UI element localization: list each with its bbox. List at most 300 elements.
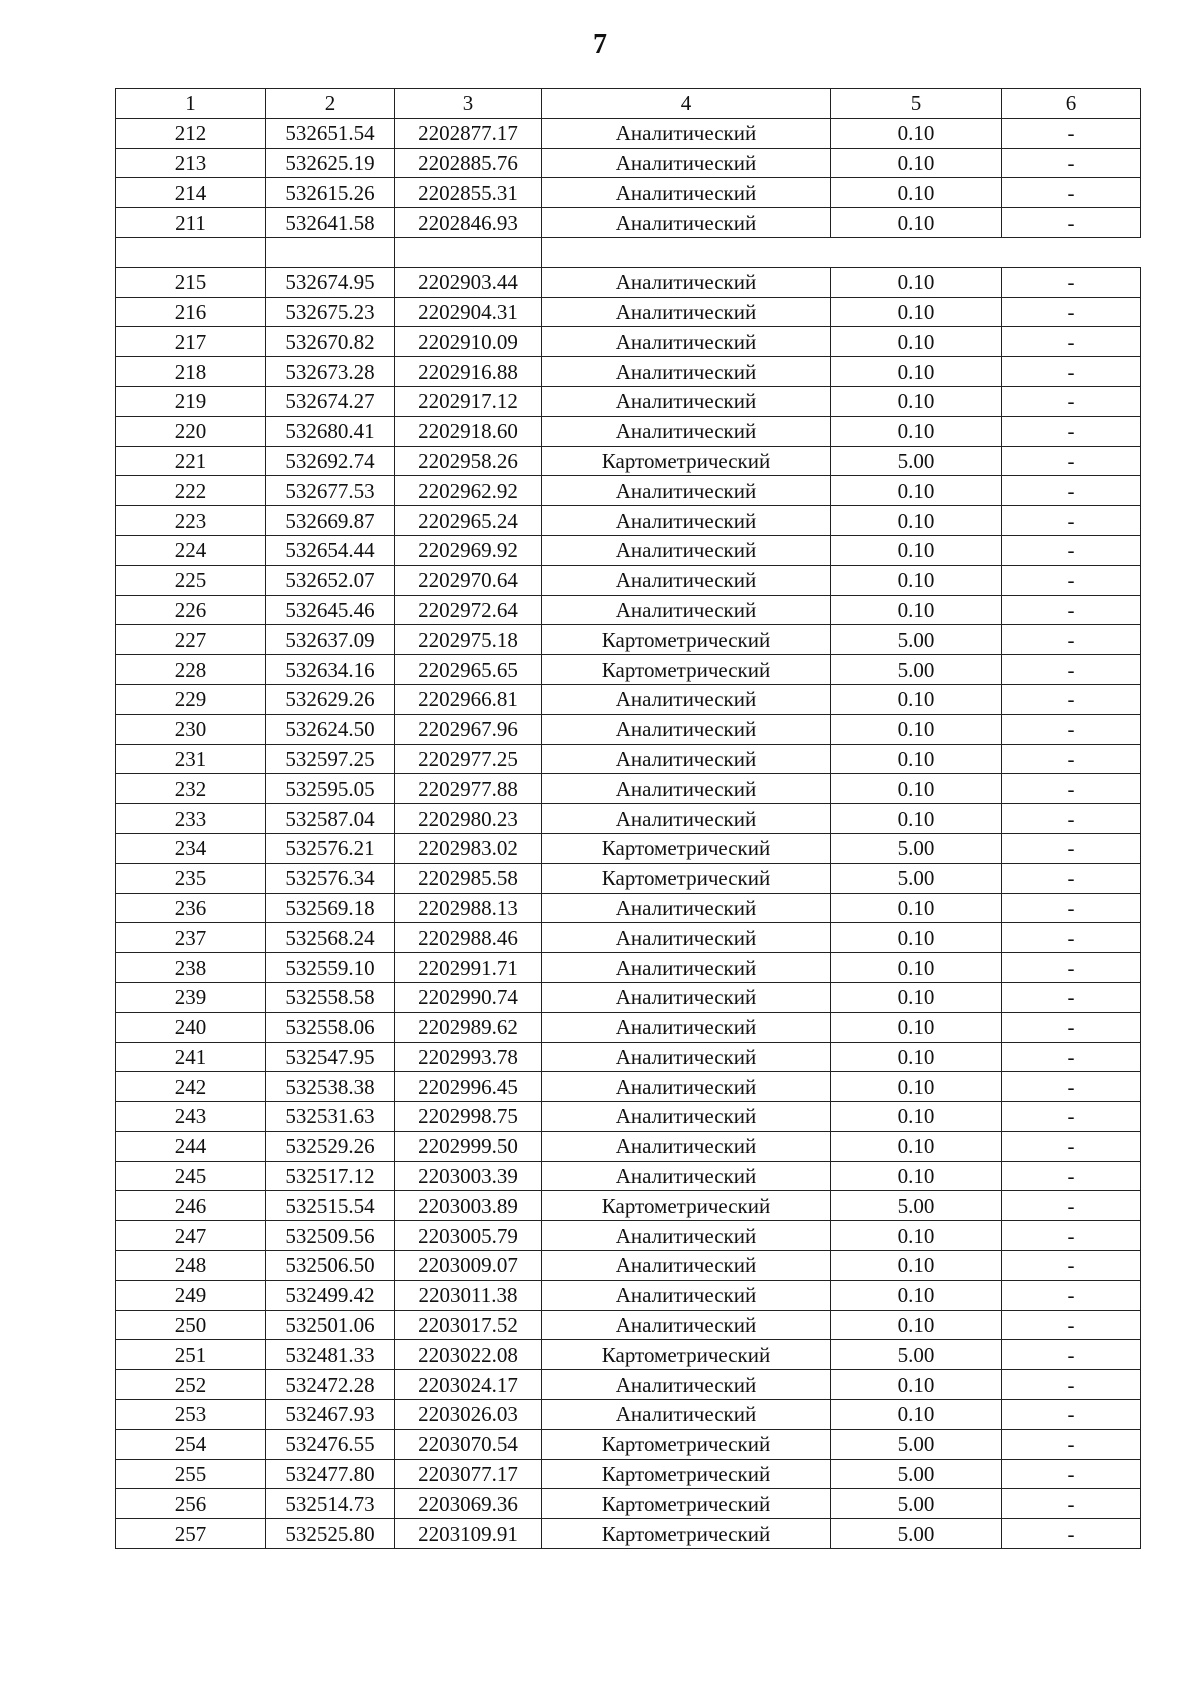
note-cell: - [1002,297,1141,327]
x-coordinate-cell: 532692.74 [266,446,395,476]
note-cell: - [1002,684,1141,714]
method-cell: Аналитический [542,1310,831,1340]
point-number-cell: 239 [116,982,266,1012]
y-coordinate-cell: 2202998.75 [395,1102,542,1132]
method-cell: Аналитический [542,416,831,446]
x-coordinate-cell: 532481.33 [266,1340,395,1370]
y-coordinate-cell: 2202967.96 [395,714,542,744]
method-cell: Аналитический [542,1221,831,1251]
note-cell: - [1002,148,1141,178]
method-cell: Аналитический [542,893,831,923]
table-row [116,833,1141,863]
column-header: 4 [542,89,831,119]
y-coordinate-cell: 2202991.71 [395,953,542,983]
x-coordinate-cell: 532558.58 [266,982,395,1012]
y-coordinate-cell: 2203003.39 [395,1161,542,1191]
x-coordinate-cell: 532674.95 [266,267,395,297]
table-row [116,982,1141,1012]
note-cell: - [1002,506,1141,536]
page-number: 7 [593,29,607,60]
accuracy-cell: 0.10 [831,684,1002,714]
point-number-cell: 234 [116,833,266,863]
method-cell: Аналитический [542,327,831,357]
method-cell: Аналитический [542,178,831,208]
note-cell: - [1002,982,1141,1012]
method-cell: Аналитический [542,118,831,148]
table-row [116,1370,1141,1400]
point-number-cell: 235 [116,863,266,893]
table-row [116,1400,1141,1430]
x-coordinate-cell: 532673.28 [266,357,395,387]
method-cell: Аналитический [542,208,831,238]
x-coordinate-cell: 532472.28 [266,1370,395,1400]
accuracy-cell: 0.10 [831,1102,1002,1132]
y-coordinate-cell: 2202965.24 [395,506,542,536]
point-number-cell: 254 [116,1429,266,1459]
table-row [116,386,1141,416]
y-coordinate-cell: 2202972.64 [395,595,542,625]
x-coordinate-cell: 532624.50 [266,714,395,744]
x-coordinate-cell: 532587.04 [266,804,395,834]
accuracy-cell: 0.10 [831,1370,1002,1400]
accuracy-cell: 0.10 [831,1131,1002,1161]
y-coordinate-cell: 2202988.13 [395,893,542,923]
y-coordinate-cell: 2202996.45 [395,1072,542,1102]
note-cell: - [1002,1400,1141,1430]
x-coordinate-cell: 532477.80 [266,1459,395,1489]
note-cell: - [1002,178,1141,208]
method-cell: Аналитический [542,1280,831,1310]
note-cell: - [1002,327,1141,357]
point-number-cell: 248 [116,1251,266,1281]
x-coordinate-cell: 532476.55 [266,1429,395,1459]
x-coordinate-cell: 532576.34 [266,863,395,893]
y-coordinate-cell: 2202903.44 [395,267,542,297]
accuracy-cell: 0.10 [831,893,1002,923]
point-number-cell: 228 [116,655,266,685]
column-header: 2 [266,89,395,119]
y-coordinate-cell: 2202904.31 [395,297,542,327]
method-cell: Аналитический [542,267,831,297]
y-coordinate-cell: 2202877.17 [395,118,542,148]
x-coordinate-cell: 532568.24 [266,923,395,953]
table-row [116,714,1141,744]
note-cell: - [1002,1519,1141,1549]
method-cell: Аналитический [542,1131,831,1161]
accuracy-cell: 5.00 [831,1489,1002,1519]
y-coordinate-cell: 2202983.02 [395,833,542,863]
method-cell: Аналитический [542,1012,831,1042]
x-coordinate-cell: 532547.95 [266,1042,395,1072]
accuracy-cell: 5.00 [831,833,1002,863]
y-coordinate-cell: 2202977.88 [395,774,542,804]
y-coordinate-cell: 2202846.93 [395,208,542,238]
column-header: 3 [395,89,542,119]
note-cell: - [1002,118,1141,148]
y-coordinate-cell: 2202977.25 [395,744,542,774]
point-number-cell: 236 [116,893,266,923]
table-row [116,476,1141,506]
method-cell: Аналитический [542,953,831,983]
y-coordinate-cell: 2202918.60 [395,416,542,446]
point-number-cell: 216 [116,297,266,327]
point-number-cell: 230 [116,714,266,744]
table-row [116,595,1141,625]
y-coordinate-cell: 2202969.92 [395,535,542,565]
y-coordinate-cell: 2202917.12 [395,386,542,416]
x-coordinate-cell: 532517.12 [266,1161,395,1191]
note-cell: - [1002,744,1141,774]
point-number-cell: 217 [116,327,266,357]
coordinates-table [115,88,1141,1549]
point-number-cell: 229 [116,684,266,714]
point-number-cell: 214 [116,178,266,208]
point-number-cell: 220 [116,416,266,446]
coordinates-table-body [116,89,1141,1549]
y-coordinate-cell: 2202916.88 [395,357,542,387]
accuracy-cell: 0.10 [831,327,1002,357]
x-coordinate-cell: 532514.73 [266,1489,395,1519]
x-coordinate-cell: 532625.19 [266,148,395,178]
point-number-cell: 255 [116,1459,266,1489]
point-number-cell: 242 [116,1072,266,1102]
accuracy-cell: 5.00 [831,655,1002,685]
y-coordinate-cell: 2203024.17 [395,1370,542,1400]
y-coordinate-cell: 2202980.23 [395,804,542,834]
y-coordinate-cell: 2202885.76 [395,148,542,178]
column-header: 5 [831,89,1002,119]
accuracy-cell: 0.10 [831,1012,1002,1042]
method-cell: Картометрический [542,833,831,863]
table-row [116,1280,1141,1310]
method-cell: Картометрический [542,863,831,893]
method-cell: Картометрический [542,1519,831,1549]
point-number-cell: 231 [116,744,266,774]
note-cell: - [1002,1072,1141,1102]
accuracy-cell: 0.10 [831,535,1002,565]
table-row [116,357,1141,387]
x-coordinate-cell: 532515.54 [266,1191,395,1221]
table-row [116,1489,1141,1519]
method-cell: Аналитический [542,1370,831,1400]
accuracy-cell: 0.10 [831,267,1002,297]
method-cell: Аналитический [542,1251,831,1281]
y-coordinate-cell: 2203109.91 [395,1519,542,1549]
table-row [116,804,1141,834]
x-coordinate-cell: 532531.63 [266,1102,395,1132]
table-row [116,1131,1141,1161]
table-row [116,327,1141,357]
y-coordinate-cell: 2202988.46 [395,923,542,953]
point-number-cell: 233 [116,804,266,834]
point-number-cell: 225 [116,565,266,595]
y-coordinate-cell: 2203077.17 [395,1459,542,1489]
accuracy-cell: 0.10 [831,923,1002,953]
empty-cell [116,237,266,267]
method-cell: Аналитический [542,595,831,625]
x-coordinate-cell: 532509.56 [266,1221,395,1251]
accuracy-cell: 5.00 [831,1340,1002,1370]
accuracy-cell: 0.10 [831,1280,1002,1310]
table-row [116,893,1141,923]
point-number-cell: 249 [116,1280,266,1310]
accuracy-cell: 0.10 [831,1400,1002,1430]
y-coordinate-cell: 2202966.81 [395,684,542,714]
point-number-cell: 237 [116,923,266,953]
x-coordinate-cell: 532506.50 [266,1251,395,1281]
note-cell: - [1002,953,1141,983]
accuracy-cell: 0.10 [831,1042,1002,1072]
table-row [116,1429,1141,1459]
note-cell: - [1002,1340,1141,1370]
y-coordinate-cell: 2202958.26 [395,446,542,476]
note-cell: - [1002,535,1141,565]
accuracy-cell: 0.10 [831,1161,1002,1191]
x-coordinate-cell: 532641.58 [266,208,395,238]
accuracy-cell: 0.10 [831,1310,1002,1340]
point-number-cell: 253 [116,1400,266,1430]
accuracy-cell: 0.10 [831,386,1002,416]
accuracy-cell: 0.10 [831,744,1002,774]
method-cell: Картометрический [542,1340,831,1370]
method-cell: Картометрический [542,1429,831,1459]
point-number-cell: 224 [116,535,266,565]
note-cell: - [1002,804,1141,834]
point-number-cell: 257 [116,1519,266,1549]
y-coordinate-cell: 2203022.08 [395,1340,542,1370]
y-coordinate-cell: 2203070.54 [395,1429,542,1459]
x-coordinate-cell: 532569.18 [266,893,395,923]
column-header: 1 [116,89,266,119]
note-cell: - [1002,565,1141,595]
x-coordinate-cell: 532576.21 [266,833,395,863]
method-cell: Аналитический [542,506,831,536]
x-coordinate-cell: 532652.07 [266,565,395,595]
note-cell: - [1002,833,1141,863]
y-coordinate-cell: 2203069.36 [395,1489,542,1519]
note-cell: - [1002,386,1141,416]
x-coordinate-cell: 532637.09 [266,625,395,655]
accuracy-cell: 5.00 [831,1429,1002,1459]
note-cell: - [1002,923,1141,953]
point-number-cell: 212 [116,118,266,148]
x-coordinate-cell: 532675.23 [266,297,395,327]
note-cell: - [1002,208,1141,238]
y-coordinate-cell: 2202962.92 [395,476,542,506]
method-cell: Аналитический [542,1042,831,1072]
table-row [116,1310,1141,1340]
table-row [116,297,1141,327]
accuracy-cell: 0.10 [831,982,1002,1012]
point-number-cell: 238 [116,953,266,983]
accuracy-cell: 0.10 [831,953,1002,983]
table-row [116,923,1141,953]
note-cell: - [1002,446,1141,476]
table-row [116,1191,1141,1221]
table-row [116,744,1141,774]
x-coordinate-cell: 532654.44 [266,535,395,565]
method-cell: Картометрический [542,655,831,685]
x-coordinate-cell: 532629.26 [266,684,395,714]
point-number-cell: 232 [116,774,266,804]
table-row [116,118,1141,148]
method-cell: Аналитический [542,148,831,178]
accuracy-cell: 0.10 [831,774,1002,804]
x-coordinate-cell: 532525.80 [266,1519,395,1549]
point-number-cell: 245 [116,1161,266,1191]
x-coordinate-cell: 532651.54 [266,118,395,148]
method-cell: Аналитический [542,386,831,416]
y-coordinate-cell: 2203026.03 [395,1400,542,1430]
y-coordinate-cell: 2203011.38 [395,1280,542,1310]
method-cell: Аналитический [542,1072,831,1102]
method-cell: Картометрический [542,1459,831,1489]
table-row [116,1161,1141,1191]
x-coordinate-cell: 532558.06 [266,1012,395,1042]
note-cell: - [1002,1370,1141,1400]
x-coordinate-cell: 532529.26 [266,1131,395,1161]
point-number-cell: 244 [116,1131,266,1161]
y-coordinate-cell: 2203005.79 [395,1221,542,1251]
empty-cell [266,237,395,267]
accuracy-cell: 0.10 [831,506,1002,536]
x-coordinate-cell: 532559.10 [266,953,395,983]
method-cell: Картометрический [542,1191,831,1221]
method-cell: Аналитический [542,804,831,834]
x-coordinate-cell: 532670.82 [266,327,395,357]
x-coordinate-cell: 532595.05 [266,774,395,804]
accuracy-cell: 5.00 [831,1459,1002,1489]
y-coordinate-cell: 2202999.50 [395,1131,542,1161]
point-number-cell: 222 [116,476,266,506]
contour-separator-row [116,237,1141,267]
note-cell: - [1002,655,1141,685]
table-row [116,1251,1141,1281]
y-coordinate-cell: 2203017.52 [395,1310,542,1340]
table-row [116,416,1141,446]
note-cell: - [1002,863,1141,893]
x-coordinate-cell: 532677.53 [266,476,395,506]
y-coordinate-cell: 2202975.18 [395,625,542,655]
y-coordinate-cell: 2202910.09 [395,327,542,357]
empty-cell [542,237,1141,267]
table-row [116,267,1141,297]
note-cell: - [1002,476,1141,506]
accuracy-cell: 0.10 [831,476,1002,506]
x-coordinate-cell: 532501.06 [266,1310,395,1340]
table-row [116,535,1141,565]
method-cell: Аналитический [542,684,831,714]
note-cell: - [1002,714,1141,744]
accuracy-cell: 5.00 [831,863,1002,893]
note-cell: - [1002,1161,1141,1191]
point-number-cell: 256 [116,1489,266,1519]
x-coordinate-cell: 532499.42 [266,1280,395,1310]
method-cell: Аналитический [542,774,831,804]
accuracy-cell: 0.10 [831,565,1002,595]
point-number-cell: 226 [116,595,266,625]
note-cell: - [1002,1131,1141,1161]
method-cell: Аналитический [542,1400,831,1430]
y-coordinate-cell: 2202970.64 [395,565,542,595]
point-number-cell: 252 [116,1370,266,1400]
method-cell: Аналитический [542,744,831,774]
method-cell: Аналитический [542,476,831,506]
accuracy-cell: 0.10 [831,357,1002,387]
accuracy-cell: 5.00 [831,1191,1002,1221]
y-coordinate-cell: 2202990.74 [395,982,542,1012]
method-cell: Картометрический [542,446,831,476]
note-cell: - [1002,357,1141,387]
method-cell: Картометрический [542,625,831,655]
x-coordinate-cell: 532538.38 [266,1072,395,1102]
x-coordinate-cell: 532597.25 [266,744,395,774]
y-coordinate-cell: 2202989.62 [395,1012,542,1042]
point-number-cell: 250 [116,1310,266,1340]
table-row [116,774,1141,804]
table-row [116,1221,1141,1251]
accuracy-cell: 0.10 [831,148,1002,178]
method-cell: Аналитический [542,923,831,953]
accuracy-cell: 0.10 [831,208,1002,238]
note-cell: - [1002,1102,1141,1132]
point-number-cell: 227 [116,625,266,655]
x-coordinate-cell: 532680.41 [266,416,395,446]
table-row [116,1519,1141,1549]
point-number-cell: 221 [116,446,266,476]
point-number-cell: 243 [116,1102,266,1132]
note-cell: - [1002,1191,1141,1221]
note-cell: - [1002,595,1141,625]
accuracy-cell: 0.10 [831,714,1002,744]
method-cell: Аналитический [542,1102,831,1132]
y-coordinate-cell: 2202985.58 [395,863,542,893]
note-cell: - [1002,1042,1141,1072]
table-row [116,1340,1141,1370]
accuracy-cell: 0.10 [831,178,1002,208]
method-cell: Аналитический [542,1161,831,1191]
table-row [116,1102,1141,1132]
x-coordinate-cell: 532615.26 [266,178,395,208]
accuracy-cell: 5.00 [831,446,1002,476]
note-cell: - [1002,893,1141,923]
point-number-cell: 240 [116,1012,266,1042]
point-number-cell: 211 [116,208,266,238]
method-cell: Аналитический [542,714,831,744]
point-number-cell: 219 [116,386,266,416]
y-coordinate-cell: 2203003.89 [395,1191,542,1221]
point-number-cell: 241 [116,1042,266,1072]
accuracy-cell: 0.10 [831,118,1002,148]
method-cell: Аналитический [542,357,831,387]
table-row [116,446,1141,476]
table-row [116,1459,1141,1489]
method-cell: Аналитический [542,565,831,595]
note-cell: - [1002,416,1141,446]
x-coordinate-cell: 532669.87 [266,506,395,536]
x-coordinate-cell: 532674.27 [266,386,395,416]
table-row [116,1042,1141,1072]
note-cell: - [1002,1429,1141,1459]
note-cell: - [1002,1221,1141,1251]
note-cell: - [1002,1489,1141,1519]
table-row [116,863,1141,893]
method-cell: Аналитический [542,982,831,1012]
note-cell: - [1002,1310,1141,1340]
x-coordinate-cell: 532634.16 [266,655,395,685]
x-coordinate-cell: 532645.46 [266,595,395,625]
method-cell: Аналитический [542,297,831,327]
